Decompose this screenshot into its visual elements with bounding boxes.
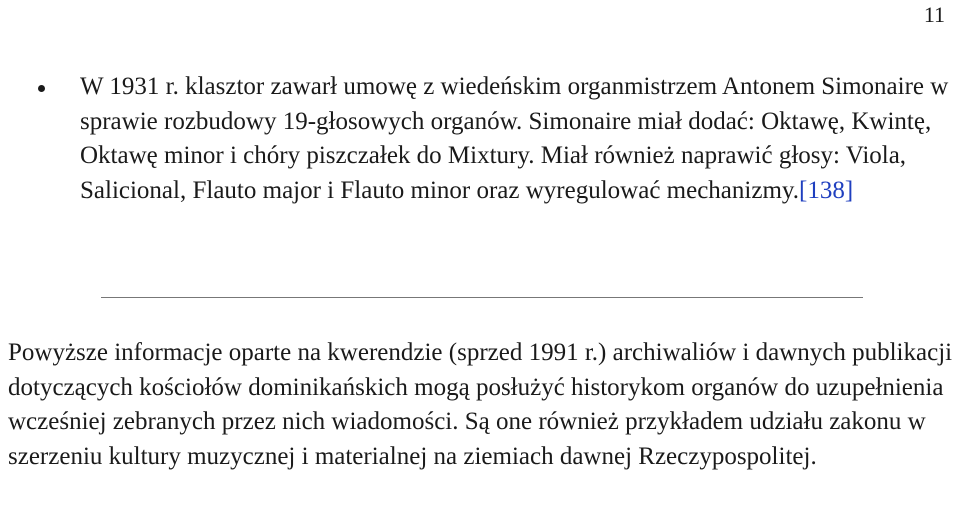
page-number: 11 bbox=[923, 2, 945, 27]
footnote-separator bbox=[101, 297, 863, 298]
bullet-list bbox=[38, 70, 958, 208]
list-item bbox=[38, 70, 958, 208]
bullet-icon bbox=[38, 85, 45, 92]
bullet-text: W 1931 r. klasztor zawarł umowę z wiedeńskim organmistrzem Antonem Simonaire w sprawie rozbudowy 19-głosowych organów. Simonaire miał dodać: Oktawę, Kwintę, Oktawę minor i chóry piszczałek do Mixtury. Miał również naprawić głosy: Viola, Salicional, Flauto major i Flauto minor oraz wyregulować mechanizmy. bbox=[80, 73, 949, 204]
footnote-paragraph: Powyższe informacje oparte na kwerendzie (sprzed 1991 r.) archiwaliów i dawnych publikacji dotyczących kościołów dominikańskich mogą posłużyć historykom organów do uzupełnienia wcześniej zebranych przez nich wiadomości. Są one również przykładem udziału zakonu w szerzeniu kultury muzycznej i materialnej na ziemiach dawnej Rzeczypospolitej. bbox=[8, 339, 953, 470]
reference-link[interactable]: [138] bbox=[799, 176, 854, 204]
